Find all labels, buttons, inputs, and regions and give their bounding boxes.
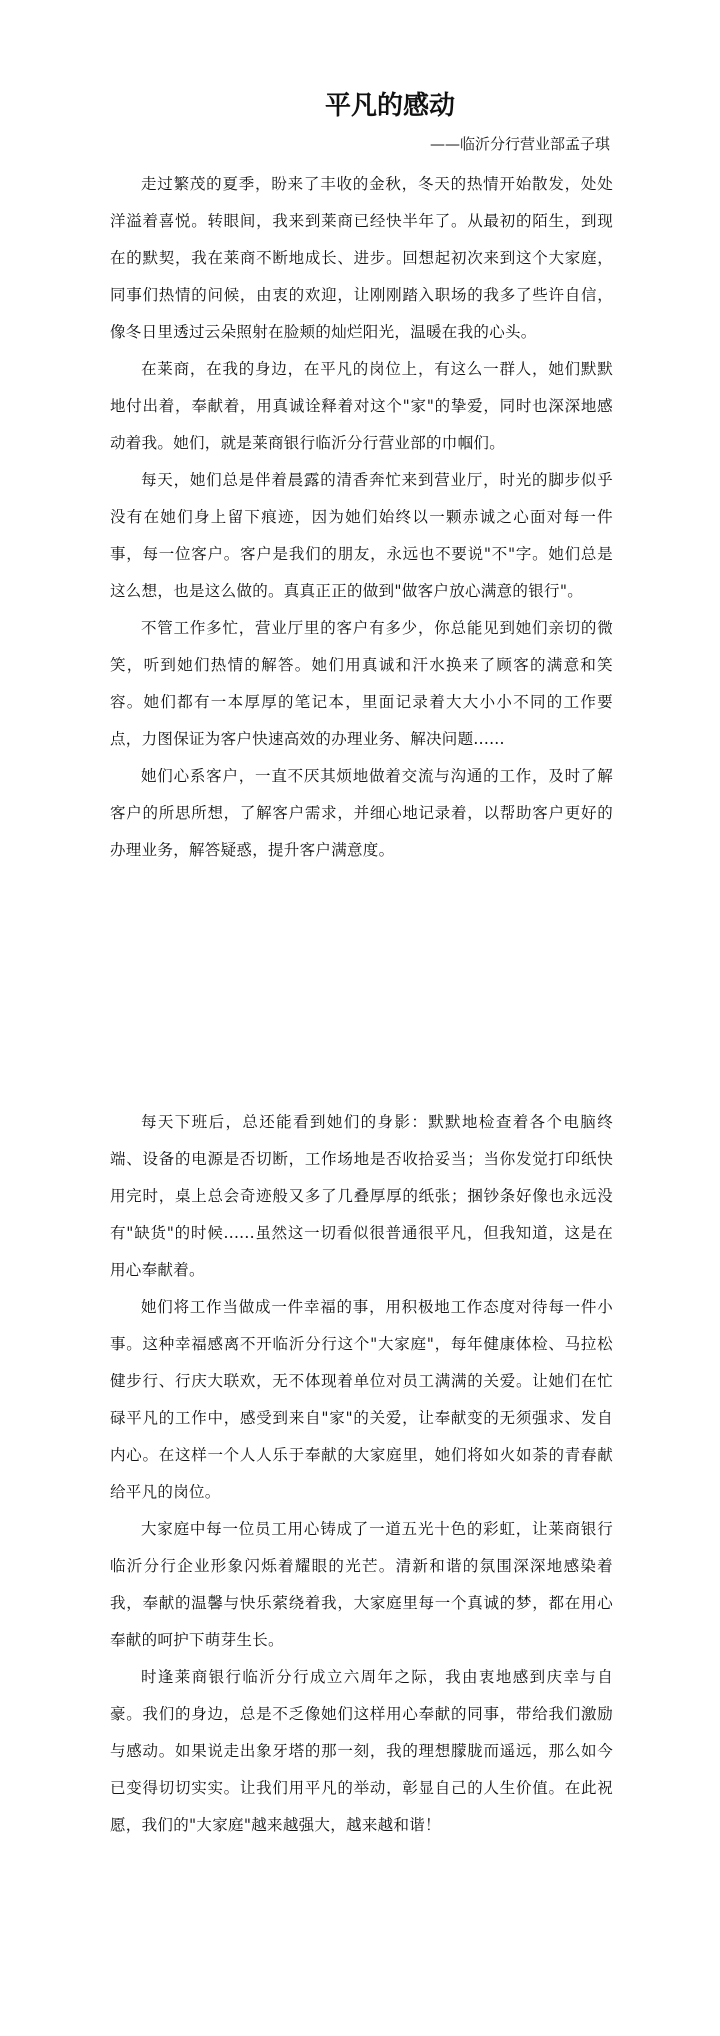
paragraph: 时逢莱商银行临沂分行成立六周年之际，我由衷地感到庆幸与自豪。我们的身边，总是不乏像她们这样用心奉献的同事，带给我们激励与感动。如果说走出象牙塔的那一刻，我的理想朦胧而遥远，那么如今已变得切切实实。让我们用平凡的举动，彰显自己的人生价值。在此祝愿，我们的"大家庭"越来越强大，越来越和谐！ bbox=[110, 1668, 613, 1834]
document-body-part-2 bbox=[110, 1104, 613, 1844]
document-body-part-1 bbox=[110, 166, 613, 869]
paragraph: 不管工作多忙，营业厅里的客户有多少，你总能见到她们亲切的微笑，听到她们热情的解答。她们用真诚和汗水换来了顾客的满意和笑容。她们都有一本厚厚的笔记本，里面记录着大大小小不同的工作要点，力图保证为客户快速高效的办理业务、解决问题...... bbox=[110, 619, 613, 748]
paragraph: 在莱商，在我的身边，在平凡的岗位上，有这么一群人，她们默默地付出着，奉献着，用真诚诠释着对这个"家"的挚爱，同时也深深地感动着我。她们，就是莱商银行临沂分行营业部的巾帼们。 bbox=[110, 360, 613, 452]
paragraph: 每天，她们总是伴着晨露的清香奔忙来到营业厅，时光的脚步似乎没有在她们身上留下痕迹，因为她们始终以一颗赤诚之心面对每一件事，每一位客户。客户是我们的朋友，永远也不要说"不"字。她们总是这么想，也是这么做的。真真正正的做到"做客户放心满意的银行"。 bbox=[110, 471, 613, 600]
paragraph: 每天下班后，总还能看到她们的身影：默默地检查着各个电脑终端、设备的电源是否切断，工作场地是否收拾妥当；当你发觉打印纸快用完时，桌上总会奇迹般又多了几叠厚厚的纸张；捆钞条好像也永远没有"缺货"的时候......虽然这一切看似很普通很平凡，但我知道，这是在用心奉献着。 bbox=[110, 1113, 613, 1279]
document-author: ——临沂分行营业部孟子琪 bbox=[429, 135, 610, 153]
paragraph: 她们心系客户，一直不厌其烦地做着交流与沟通的工作，及时了解客户的所思所想，了解客户需求，并细心地记录着，以帮助客户更好的办理业务，解答疑惑，提升客户满意度。 bbox=[110, 767, 613, 859]
paragraph: 走过繁茂的夏季，盼来了丰收的金秋，冬天的热情开始散发，处处洋溢着喜悦。转眼间，我来到莱商已经快半年了。从最初的陌生，到现在的默契，我在莱商不断地成长、进步。回想起初次来到这个大家庭，同事们热情的问候，由衷的欢迎，让刚刚踏入职场的我多了些许自信，像冬日里透过云朵照射在脸颊的灿烂阳光，温暖在我的心头。 bbox=[110, 175, 613, 341]
document-title: 平凡的感动 bbox=[324, 91, 455, 121]
paragraph: 大家庭中每一位员工用心铸成了一道五光十色的彩虹，让莱商银行临沂分行企业形象闪烁着耀眼的光芒。清新和谐的氛围深深地感染着我，奉献的温馨与快乐萦绕着我，大家庭里每一个真诚的梦，都在用心奉献的呵护下萌芽生长。 bbox=[110, 1520, 613, 1649]
paragraph: 她们将工作当做成一件幸福的事，用积极地工作态度对待每一件小事。这种幸福感离不开临沂分行这个"大家庭"，每年健康体检、马拉松健步行、行庆大联欢，无不体现着单位对员工满满的关爱。让她们在忙碌平凡的工作中，感受到来自"家"的关爱，让奉献变的无须强求、发自内心。在这样一个人人乐于奉献的大家庭里，她们将如火如荼的青春献给平凡的岗位。 bbox=[110, 1298, 613, 1501]
